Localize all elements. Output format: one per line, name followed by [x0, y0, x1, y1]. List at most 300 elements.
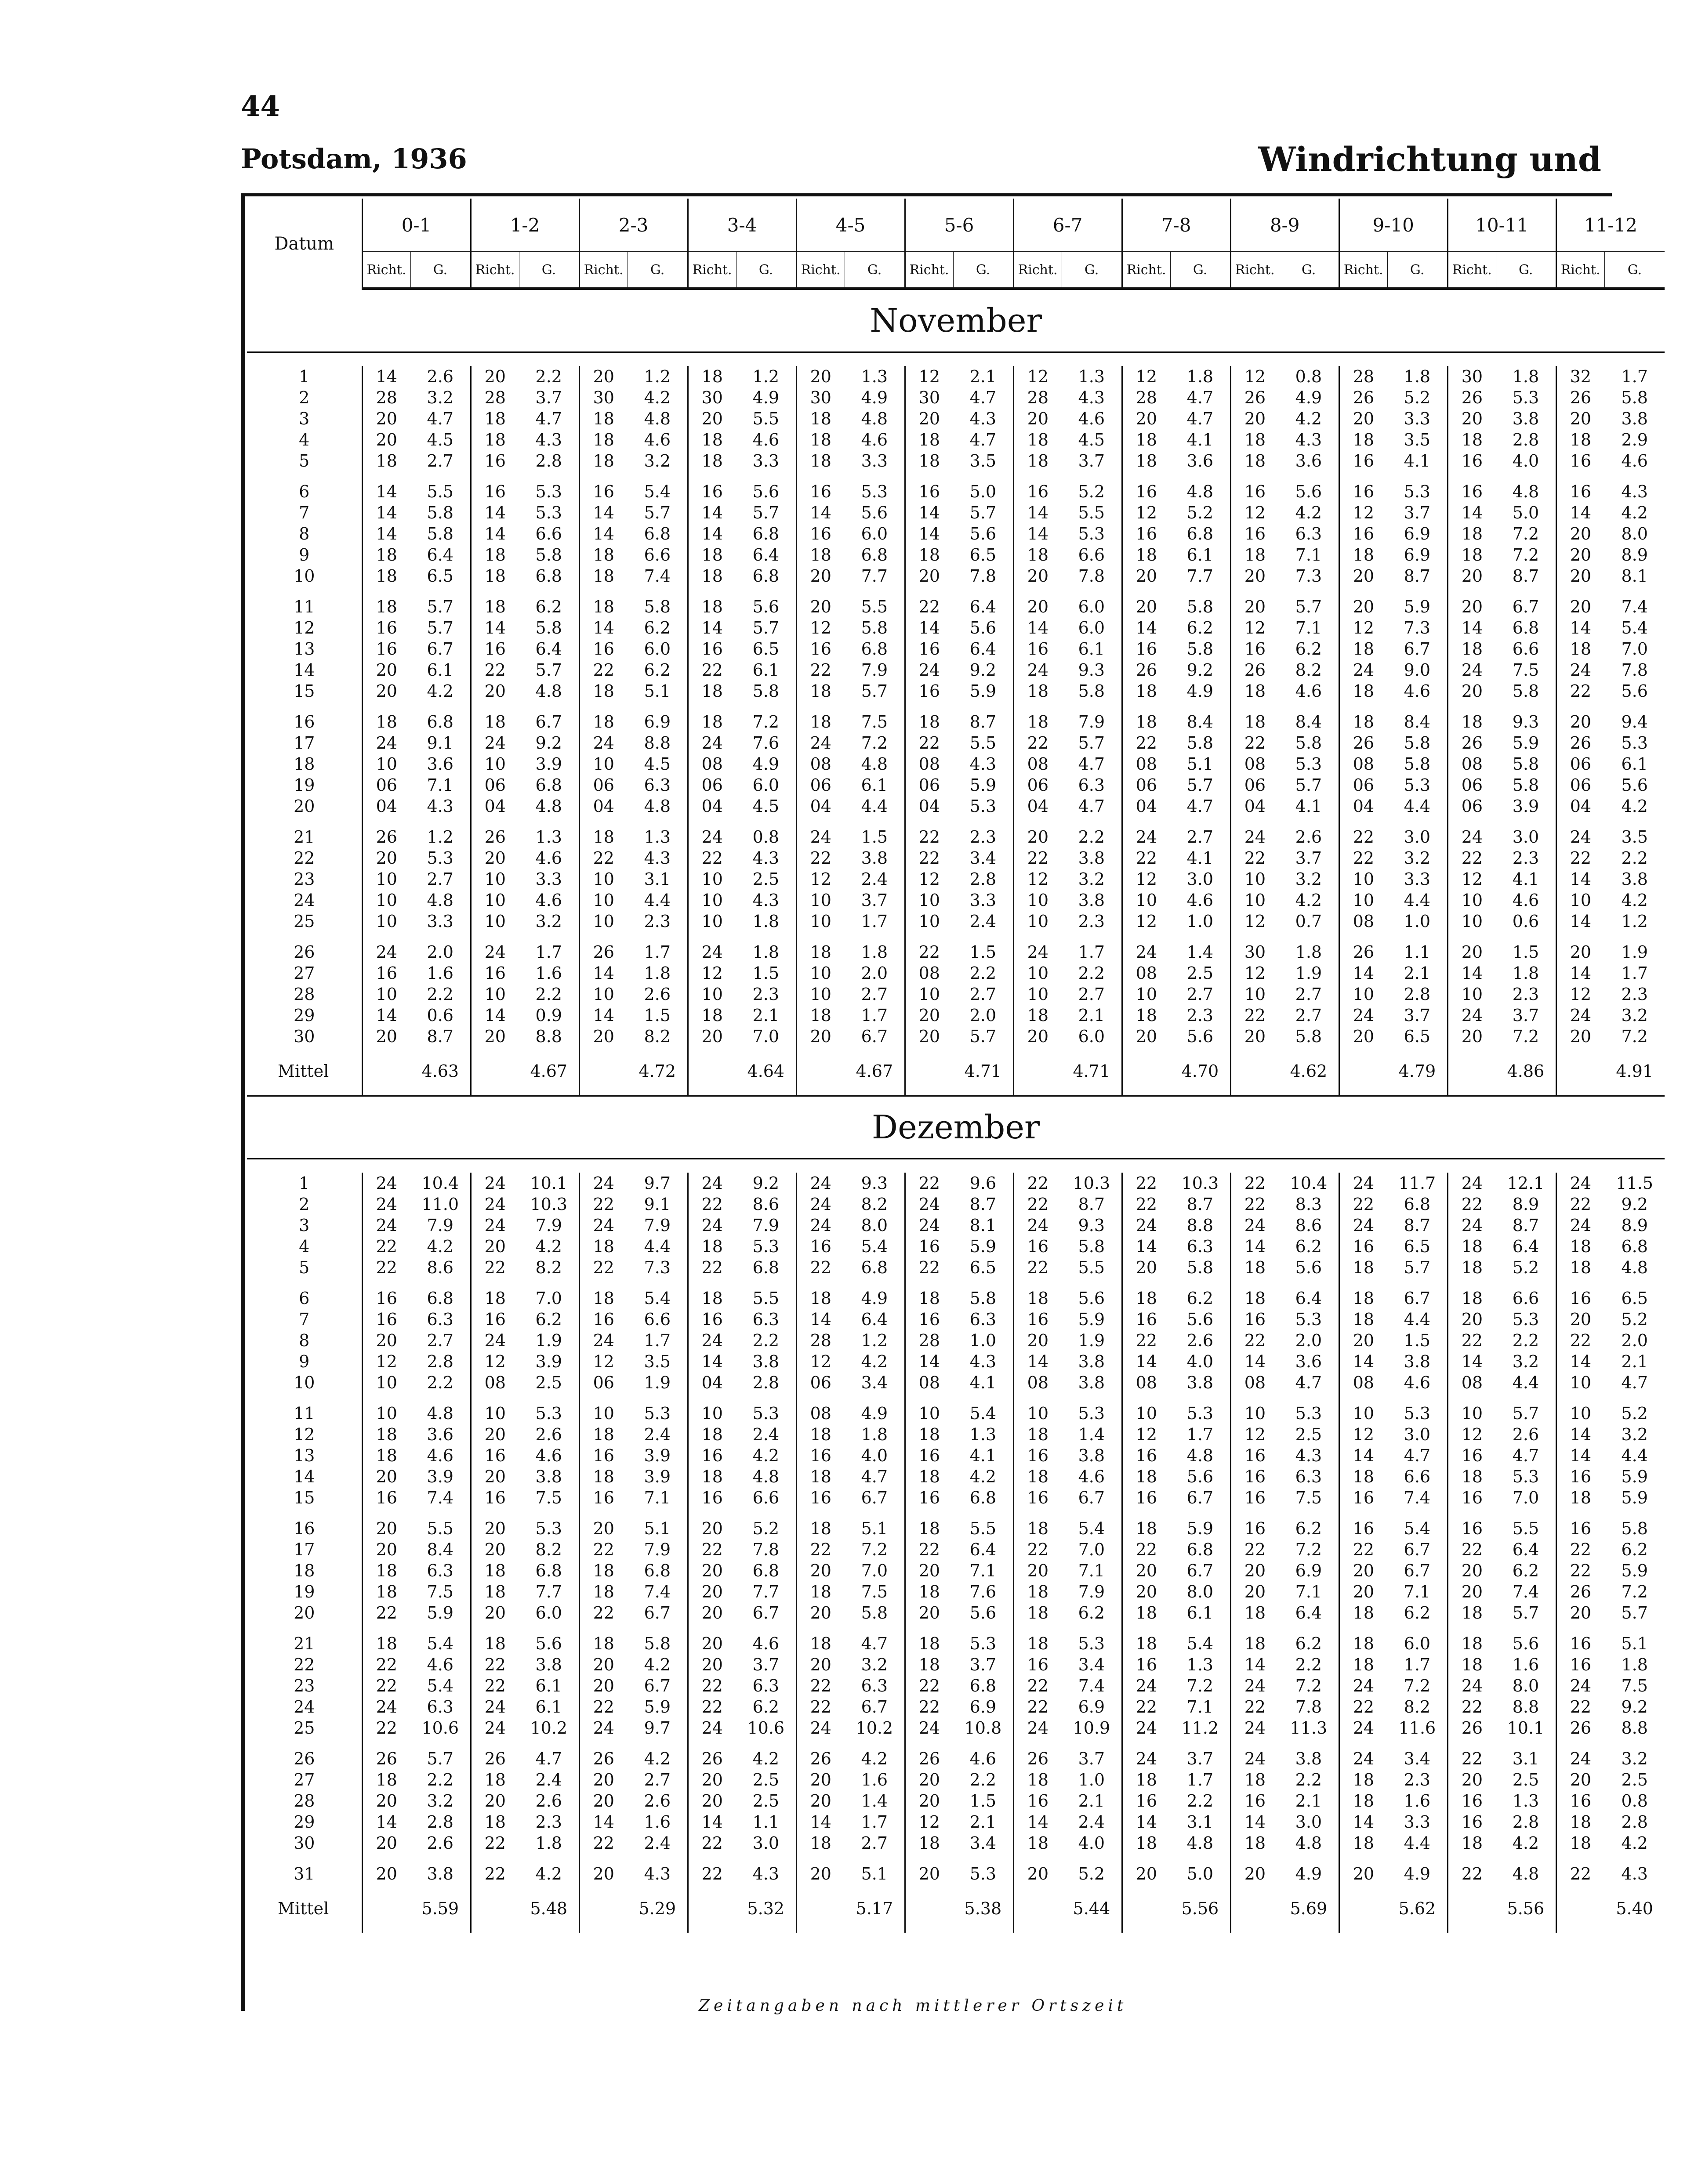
speed-cell: 4.4: [644, 1237, 671, 1256]
direction-cell: 16: [1013, 1309, 1062, 1330]
direction-cell: 20: [1556, 932, 1604, 963]
g-subheader: G.: [410, 252, 471, 289]
direction-cell: 20: [471, 1790, 519, 1811]
speed-cell: 6.5: [427, 566, 453, 586]
speed-cell: 6.7: [1512, 597, 1539, 616]
direction-cell: 20: [1448, 1026, 1496, 1047]
direction-cell: 16: [1230, 1466, 1279, 1487]
speed-cell: 4.6: [1404, 681, 1431, 701]
direction-cell: 20: [796, 1790, 845, 1811]
mean-speed: 4.91: [1616, 1061, 1653, 1081]
speed-cell: 1.6: [535, 963, 562, 983]
direction-cell: 12: [1339, 1424, 1387, 1445]
speed-cell: 6.8: [752, 1561, 780, 1580]
direction-cell: 24: [1230, 1215, 1279, 1236]
speed-cell: 4.6: [535, 848, 562, 868]
direction-cell: 10: [471, 984, 519, 1005]
speed-cell: 3.7: [1295, 848, 1322, 868]
direction-cell: 14: [1122, 1811, 1170, 1833]
speed-cell: 5.4: [969, 1404, 997, 1423]
speed-cell: 6.3: [644, 775, 671, 795]
speed-cell: 9.4: [1621, 712, 1648, 732]
direction-cell: 24: [1556, 659, 1604, 681]
direction-cell: 16: [579, 1309, 628, 1330]
direction-cell: 26: [362, 817, 410, 848]
direction-cell: 20: [362, 408, 410, 429]
speed-cell: 4.8: [1512, 482, 1539, 501]
speed-cell: 5.3: [644, 1404, 671, 1423]
speed-cell: 4.8: [644, 797, 671, 816]
direction-cell: 18: [1448, 1257, 1496, 1278]
direction-cell: 10: [579, 911, 628, 932]
direction-cell: 20: [471, 1236, 519, 1257]
direction-cell: 24: [1556, 1675, 1604, 1696]
direction-cell: 18: [1122, 544, 1170, 565]
speed-cell: 9.6: [969, 1173, 997, 1193]
speed-cell: 7.5: [1512, 660, 1539, 680]
direction-cell: 22: [688, 1833, 736, 1854]
direction-cell: 22: [1448, 1739, 1496, 1769]
speed-cell: 6.1: [752, 660, 780, 680]
direction-cell: 30: [579, 387, 628, 408]
speed-cell: 10.8: [964, 1718, 1002, 1738]
direction-cell: 22: [1013, 1696, 1062, 1717]
speed-cell: 2.6: [1512, 1425, 1539, 1444]
direction-cell: 16: [362, 963, 410, 984]
direction-cell: 20: [1556, 523, 1604, 544]
speed-cell: 6.4: [969, 639, 997, 659]
direction-cell: 18: [1122, 1623, 1170, 1654]
speed-cell: 4.5: [644, 754, 671, 774]
speed-cell: 5.3: [535, 1404, 562, 1423]
day-row: [247, 1508, 1665, 1539]
mean-speed: 4.62: [1290, 1061, 1328, 1081]
direction-cell: 18: [471, 1623, 519, 1654]
direction-cell: 24: [362, 1215, 410, 1236]
direction-cell: 04: [905, 796, 953, 817]
speed-cell: 5.3: [969, 797, 997, 816]
direction-cell: 16: [1122, 1309, 1170, 1330]
direction-cell: 10: [579, 984, 628, 1005]
direction-cell: 24: [1448, 1215, 1496, 1236]
direction-cell: 20: [1448, 587, 1496, 617]
speed-cell: 1.2: [427, 827, 453, 847]
richt-subheader: Richt.: [579, 252, 628, 289]
direction-cell: 16: [471, 638, 519, 659]
month-heading: Dezember: [247, 1096, 1665, 1159]
direction-cell: 18: [579, 817, 628, 848]
direction-cell: 18: [1230, 450, 1279, 471]
direction-cell: 18: [1122, 1508, 1170, 1539]
direction-cell: 20: [1122, 408, 1170, 429]
speed-cell: 3.4: [861, 1373, 888, 1392]
speed-cell: 6.8: [752, 524, 780, 543]
direction-cell: 16: [796, 523, 845, 544]
empty-cell: [796, 1047, 845, 1096]
direction-cell: 18: [1556, 1487, 1604, 1508]
speed-cell: 2.1: [1078, 1791, 1105, 1811]
speed-cell: 1.6: [1512, 1655, 1539, 1674]
day-row: [247, 1194, 1665, 1215]
speed-cell: 4.2: [644, 1749, 671, 1768]
speed-cell: 1.7: [1621, 963, 1648, 983]
speed-cell: 3.2: [861, 1655, 888, 1674]
speed-cell: 3.8: [1621, 409, 1648, 428]
direction-cell: 18: [471, 587, 519, 617]
g-subheader: G.: [1062, 252, 1122, 289]
speed-cell: 2.2: [1295, 1770, 1322, 1789]
direction-cell: 16: [362, 617, 410, 638]
day-number: 15: [294, 681, 315, 701]
speed-cell: 8.1: [1621, 566, 1648, 586]
direction-cell: 18: [362, 450, 410, 471]
speed-cell: 6.6: [1512, 1289, 1539, 1308]
direction-cell: 24: [796, 1194, 845, 1215]
direction-cell: 20: [362, 1466, 410, 1487]
speed-cell: 2.8: [1621, 1812, 1648, 1832]
speed-cell: 5.2: [752, 1519, 780, 1538]
direction-cell: 10: [1230, 869, 1279, 890]
direction-cell: 18: [1013, 1623, 1062, 1654]
direction-cell: 20: [579, 366, 628, 387]
direction-cell: 14: [579, 523, 628, 544]
day-row: [247, 429, 1665, 450]
direction-cell: 14: [688, 523, 736, 544]
direction-cell: 16: [905, 638, 953, 659]
direction-cell: 22: [1013, 1539, 1062, 1560]
direction-cell: 20: [905, 1026, 953, 1047]
direction-cell: 22: [1556, 1539, 1604, 1560]
direction-cell: 22: [688, 1854, 736, 1884]
direction-cell: 24: [1339, 1739, 1387, 1769]
day-row: [247, 1173, 1665, 1194]
day-number: 7: [299, 1310, 310, 1329]
speed-cell: 5.4: [1078, 1519, 1105, 1538]
direction-cell: 18: [579, 587, 628, 617]
speed-cell: 2.4: [644, 1425, 671, 1444]
speed-cell: 4.3: [644, 1864, 671, 1883]
direction-cell: 16: [1230, 471, 1279, 502]
speed-cell: 6.7: [1404, 639, 1431, 659]
speed-cell: 8.7: [427, 1027, 453, 1046]
empty-cell: [362, 1047, 410, 1096]
direction-cell: 10: [796, 890, 845, 911]
direction-cell: 16: [905, 1445, 953, 1466]
direction-cell: 24: [905, 1215, 953, 1236]
speed-cell: 3.6: [1295, 451, 1322, 471]
direction-cell: 30: [1448, 366, 1496, 387]
mean-speed: 5.44: [1073, 1899, 1110, 1918]
empty-cell: [471, 1884, 519, 1933]
direction-cell: 16: [1230, 523, 1279, 544]
direction-cell: 22: [471, 659, 519, 681]
speed-cell: 1.3: [1186, 1655, 1214, 1674]
direction-cell: 18: [1013, 429, 1062, 450]
direction-cell: 22: [688, 1675, 736, 1696]
direction-cell: 20: [362, 848, 410, 869]
day-number: 6: [299, 1289, 310, 1308]
direction-cell: 18: [796, 1424, 845, 1445]
speed-cell: 11.6: [1398, 1718, 1436, 1738]
speed-cell: 4.0: [1186, 1352, 1214, 1371]
speed-cell: 7.9: [644, 1216, 671, 1235]
g-subheader: G.: [628, 252, 688, 289]
speed-cell: 6.2: [1295, 1634, 1322, 1653]
speed-cell: 6.3: [1078, 775, 1105, 795]
direction-cell: 10: [1448, 890, 1496, 911]
direction-cell: 10: [1230, 984, 1279, 1005]
direction-cell: 18: [905, 1654, 953, 1675]
direction-cell: 10: [1230, 1393, 1279, 1424]
direction-cell: 20: [796, 587, 845, 617]
speed-cell: 2.3: [1186, 1006, 1214, 1025]
direction-cell: 18: [579, 1560, 628, 1581]
speed-cell: 2.3: [644, 912, 671, 931]
speed-cell: 8.9: [1512, 1195, 1539, 1214]
direction-cell: 10: [688, 1393, 736, 1424]
speed-cell: 4.0: [861, 1446, 888, 1465]
speed-cell: 7.2: [1186, 1676, 1214, 1695]
speed-cell: 5.1: [1186, 754, 1214, 774]
direction-cell: 18: [1448, 429, 1496, 450]
direction-cell: 26: [905, 1739, 953, 1769]
speed-cell: 4.7: [969, 430, 997, 449]
speed-cell: 8.4: [1186, 712, 1214, 732]
speed-cell: 4.2: [535, 1864, 562, 1883]
direction-cell: 20: [688, 1560, 736, 1581]
direction-cell: 28: [1013, 387, 1062, 408]
direction-cell: 14: [362, 502, 410, 523]
direction-cell: 22: [905, 1675, 953, 1696]
direction-cell: 26: [688, 1739, 736, 1769]
speed-cell: 4.6: [1621, 451, 1648, 471]
speed-cell: 3.8: [1404, 1352, 1431, 1371]
direction-cell: 18: [1448, 638, 1496, 659]
direction-cell: 04: [1230, 796, 1279, 817]
speed-cell: 4.2: [1621, 891, 1648, 910]
direction-cell: 22: [362, 1602, 410, 1623]
direction-cell: 10: [579, 869, 628, 890]
direction-cell: 20: [1556, 544, 1604, 565]
richt-subheader: Richt.: [688, 252, 736, 289]
speed-cell: 6.1: [535, 1697, 562, 1717]
direction-cell: 20: [688, 1790, 736, 1811]
richt-subheader: Richt.: [1122, 252, 1170, 289]
speed-cell: 6.8: [969, 1676, 997, 1695]
direction-cell: 16: [1448, 471, 1496, 502]
direction-cell: 14: [1556, 963, 1604, 984]
direction-cell: 18: [688, 1278, 736, 1309]
empty-cell: [1339, 1884, 1387, 1933]
mean-speed: 5.32: [747, 1899, 785, 1918]
direction-cell: 24: [362, 1194, 410, 1215]
day-row: [247, 817, 1665, 848]
speed-cell: 3.8: [1295, 1749, 1322, 1768]
speed-cell: 6.8: [1186, 1540, 1214, 1559]
direction-cell: 14: [1013, 502, 1062, 523]
mean-speed: 4.67: [856, 1061, 893, 1081]
speed-cell: 2.5: [535, 1373, 562, 1392]
direction-cell: 18: [1230, 1769, 1279, 1790]
speed-cell: 7.4: [1621, 597, 1648, 616]
direction-cell: 14: [688, 617, 736, 638]
speed-cell: 6.2: [752, 1697, 780, 1717]
hour-header: 8-9: [1230, 199, 1339, 252]
direction-cell: 20: [688, 1602, 736, 1623]
speed-cell: 1.9: [535, 1331, 562, 1350]
direction-cell: 24: [1556, 1173, 1604, 1194]
direction-cell: 22: [1448, 1539, 1496, 1560]
direction-cell: 16: [1556, 1654, 1604, 1675]
direction-cell: 24: [471, 1717, 519, 1739]
direction-cell: 18: [1013, 1005, 1062, 1026]
speed-cell: 5.6: [752, 482, 780, 501]
day-number: 30: [294, 1833, 315, 1853]
direction-cell: 22: [1339, 1194, 1387, 1215]
direction-cell: 14: [1122, 1236, 1170, 1257]
speed-cell: 6.7: [861, 1697, 888, 1717]
direction-cell: 18: [1013, 1602, 1062, 1623]
direction-cell: 26: [1230, 659, 1279, 681]
speed-cell: 7.2: [1512, 545, 1539, 565]
direction-cell: 14: [905, 523, 953, 544]
speed-cell: 9.3: [1512, 712, 1539, 732]
speed-cell: 6.5: [1404, 1237, 1431, 1256]
mean-speed: 5.56: [1507, 1899, 1545, 1918]
direction-cell: 20: [362, 1854, 410, 1884]
day-row: [247, 963, 1665, 984]
direction-cell: 20: [1339, 1581, 1387, 1602]
direction-cell: 16: [1013, 1445, 1062, 1466]
speed-cell: 4.2: [861, 1749, 888, 1768]
direction-cell: 22: [579, 1833, 628, 1854]
speed-cell: 7.9: [861, 660, 888, 680]
speed-cell: 3.8: [1078, 848, 1105, 868]
direction-cell: 22: [1339, 817, 1387, 848]
speed-cell: 4.8: [535, 797, 562, 816]
speed-cell: 6.7: [1078, 1488, 1105, 1507]
speed-cell: 2.8: [969, 869, 997, 889]
speed-cell: 6.1: [861, 775, 888, 795]
speed-cell: 7.9: [427, 1216, 453, 1235]
speed-cell: 3.0: [1404, 1425, 1431, 1444]
speed-cell: 10.1: [1507, 1718, 1545, 1738]
direction-cell: 18: [688, 565, 736, 587]
direction-cell: 12: [1448, 869, 1496, 890]
speed-cell: 9.0: [1404, 660, 1431, 680]
speed-cell: 2.1: [1078, 1006, 1105, 1025]
speed-cell: 5.5: [1078, 1258, 1105, 1277]
speed-cell: 3.9: [427, 1467, 453, 1486]
day-row: [247, 869, 1665, 890]
direction-cell: 08: [471, 1372, 519, 1393]
speed-cell: 5.8: [1295, 1027, 1322, 1046]
speed-cell: 2.8: [1404, 985, 1431, 1004]
g-subheader: G.: [1170, 252, 1230, 289]
direction-cell: 18: [1013, 1581, 1062, 1602]
speed-cell: 6.7: [1404, 1289, 1431, 1308]
speed-cell: 11.0: [421, 1195, 459, 1214]
speed-cell: 6.4: [752, 545, 780, 565]
direction-cell: 18: [1339, 1466, 1387, 1487]
direction-cell: 16: [688, 1445, 736, 1466]
direction-cell: 10: [362, 753, 410, 775]
speed-cell: 8.1: [969, 1216, 997, 1235]
speed-cell: 4.8: [861, 409, 888, 428]
speed-cell: 6.2: [535, 597, 562, 616]
direction-cell: 10: [796, 984, 845, 1005]
direction-cell: 22: [1122, 732, 1170, 753]
direction-cell: 22: [1122, 1696, 1170, 1717]
direction-cell: 18: [1339, 1790, 1387, 1811]
direction-cell: 18: [579, 1424, 628, 1445]
speed-cell: 4.8: [1186, 1833, 1214, 1853]
speed-cell: 6.6: [752, 1488, 780, 1507]
empty-cell: [905, 1047, 953, 1096]
direction-cell: 04: [688, 796, 736, 817]
speed-cell: 4.7: [535, 1749, 562, 1768]
day-number: 8: [299, 524, 310, 543]
direction-cell: 20: [471, 1466, 519, 1487]
speed-cell: 5.4: [1186, 1634, 1214, 1653]
direction-cell: 12: [905, 869, 953, 890]
direction-cell: 14: [796, 1309, 845, 1330]
speed-cell: 2.7: [861, 985, 888, 1004]
speed-cell: 8.7: [969, 712, 997, 732]
speed-cell: 1.7: [861, 912, 888, 931]
empty-cell: [1122, 1884, 1170, 1933]
direction-cell: 22: [1448, 1696, 1496, 1717]
direction-cell: 18: [579, 1278, 628, 1309]
direction-cell: 22: [579, 1696, 628, 1717]
direction-cell: 22: [1230, 1173, 1279, 1194]
speed-cell: 7.4: [644, 566, 671, 586]
speed-cell: 1.5: [1512, 942, 1539, 962]
direction-cell: 24: [471, 1173, 519, 1194]
direction-cell: 22: [471, 1675, 519, 1696]
speed-cell: 3.4: [1078, 1655, 1105, 1674]
direction-cell: 18: [1230, 681, 1279, 702]
day-number: 17: [294, 733, 315, 753]
direction-cell: 20: [362, 1508, 410, 1539]
speed-cell: 7.1: [1295, 618, 1322, 637]
direction-cell: 24: [796, 817, 845, 848]
direction-cell: 22: [796, 1675, 845, 1696]
direction-cell: 22: [1122, 1194, 1170, 1215]
speed-cell: 5.8: [644, 597, 671, 616]
direction-cell: 18: [1448, 1466, 1496, 1487]
speed-cell: 5.7: [535, 660, 562, 680]
day-number: 1: [299, 1173, 310, 1193]
direction-cell: 24: [1339, 1717, 1387, 1739]
g-subheader: G.: [845, 252, 905, 289]
speed-cell: 2.7: [969, 985, 997, 1004]
day-number: 22: [294, 1655, 315, 1674]
direction-cell: 16: [1230, 638, 1279, 659]
speed-cell: 4.9: [861, 1289, 888, 1308]
direction-cell: 14: [362, 1005, 410, 1026]
speed-cell: 6.4: [861, 1310, 888, 1329]
speed-cell: 4.4: [1621, 1446, 1648, 1465]
speed-cell: 2.0: [427, 942, 453, 962]
speed-cell: 4.7: [861, 1467, 888, 1486]
speed-cell: 6.0: [752, 775, 780, 795]
speed-cell: 2.3: [535, 1812, 562, 1832]
empty-cell: [1448, 1884, 1496, 1933]
direction-cell: 18: [1339, 544, 1387, 565]
direction-cell: 12: [1122, 911, 1170, 932]
speed-cell: 3.8: [861, 848, 888, 868]
